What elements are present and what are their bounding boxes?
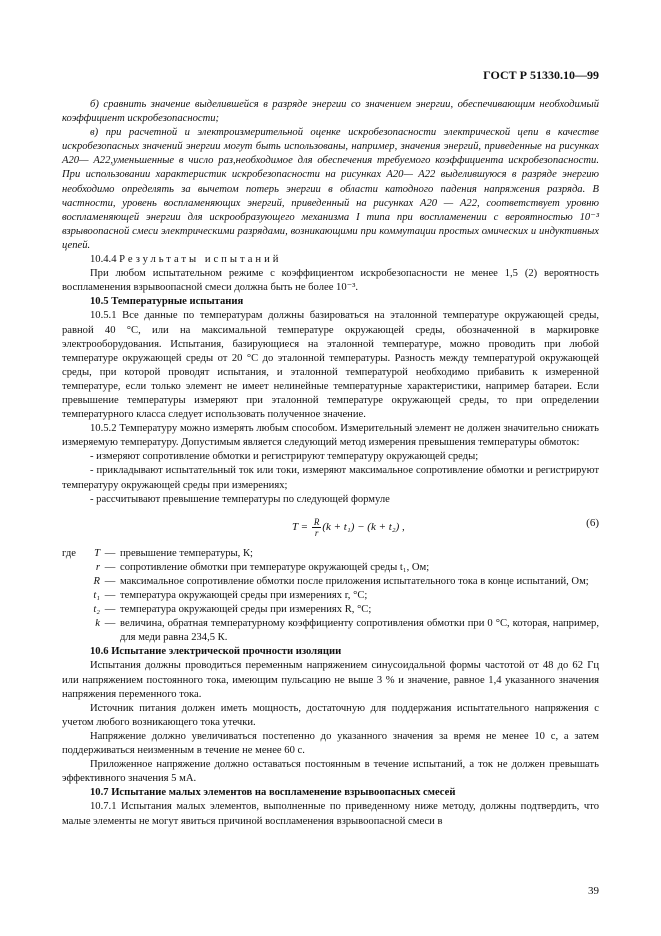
paragraph-10-6-4: Приложенное напряжение должно оставаться постоянным в течение испытаний, а ток не должен превышать эффективного значения 5 мА. bbox=[62, 759, 599, 785]
definition-dash: — bbox=[104, 547, 116, 559]
definitions-list bbox=[62, 547, 599, 646]
formula-denominator: r bbox=[314, 527, 319, 538]
definition-item bbox=[62, 547, 599, 561]
paragraph-10-6-2: Источник питания должен иметь мощность, достаточную для поддержания испытательного напряжения с учетом любого возникающего тока утечки. bbox=[62, 702, 599, 728]
paragraph-10-6-3: Напряжение должно увеличиваться постепенно до указанного значения за время не менее 10 с, а затем поддерживаться неизменным в течение не менее 60 с. bbox=[62, 730, 599, 757]
definition-text: превышение температуры, К; bbox=[120, 547, 253, 559]
page-number: 39 bbox=[588, 885, 599, 897]
bullet-item: - рассчитывают превышение температуры по следующей формуле bbox=[90, 493, 390, 505]
formula-rest: (k + t₁) − (k + t₂) , bbox=[322, 520, 405, 533]
heading-10-4-4-number: 10.4.4 bbox=[90, 254, 117, 266]
definition-item bbox=[62, 589, 599, 603]
definition-text: температура окружающей среды при измерениях R, °С; bbox=[120, 604, 372, 616]
definition-dash: — bbox=[104, 604, 116, 616]
bullet-item: - прикладывают испытательный ток или токи, измеряют максимальное сопротивление обмотки и регистрируют температуру окружающей среды при измерениях; bbox=[62, 465, 599, 491]
heading-10-5: 10.5 Температурные испытания bbox=[90, 296, 244, 308]
definition-symbol: r bbox=[95, 561, 100, 573]
formula-fraction bbox=[312, 517, 322, 538]
definition-item bbox=[62, 575, 599, 589]
definition-dash: — bbox=[104, 561, 116, 573]
formula-lhs: T = bbox=[292, 520, 309, 533]
formula-expression bbox=[292, 517, 405, 538]
paragraph-10-7-1: 10.7.1 Испытания малых элементов, выполненные по приведенному ниже методу, должны подтвердить, что малые элементы не могут явиться причиной воспламенения взрывоопасной смеси в bbox=[62, 801, 599, 827]
heading-10-7: 10.7 Испытание малых элементов на воспламенение взрывоопасных смесей bbox=[90, 787, 456, 799]
definition-text: максимальное сопротивление обмотки после приложения испытательного тока в конце испытаний, Ом; bbox=[120, 575, 589, 587]
heading-10-4-4-title: Результаты испытаний bbox=[119, 254, 282, 266]
paragraph-10-5-2: 10.5.2 Температуру можно измерять любым способом. Измерительный элемент не должен значительно снижать измеряемую температуру. Допустимым является следующий метод измерения превышения температуры обмоток: bbox=[62, 423, 599, 449]
definition-item bbox=[62, 617, 599, 645]
paragraph-10-5-1: 10.5.1 Все данные по температурам должны базироваться на эталонной температуре окружающей среды, равной 40 °С, или на максимальной температуре окружающей среды, обозначенной в маркировке электрооборудования. Испытания, базирующиеся на эталонной температуре, можно проводить при любой температуре окружающей среды от 20 °С до эталонной температуры. Разность между температурой окружающей среды, при которой проводят испытания, и эталонной температурой необходимо прибавить к измеренной температуре, если только элемент не имеет нелинейные температурные характеристики, например батареи. Если превышение температуры измеряют при эталонной температуре окружающей среды, то при определении температурного класса следует использовать полученное значение. bbox=[62, 310, 599, 421]
definition-item bbox=[62, 561, 599, 575]
formula-6 bbox=[62, 507, 599, 547]
definition-symbol: R bbox=[93, 575, 100, 587]
definition-dash: — bbox=[104, 618, 116, 630]
bullet-item: - измеряют сопротивление обмотки и регистрируют температуру окружающей среды; bbox=[90, 451, 479, 463]
definition-dash: — bbox=[104, 575, 116, 587]
text-column bbox=[62, 98, 599, 829]
paragraph-10-6-1: Испытания должны проводиться переменным напряжением синусоидальной формы частотой от 48 до 62 Гц или напряжением постоянного тока, имеющим пульсацию не выше 3 % и значение, равное 1,4 указанного значения напряжения переменного тока. bbox=[62, 660, 599, 700]
definition-dash: — bbox=[104, 590, 116, 601]
definition-item bbox=[62, 603, 599, 617]
paragraph-10-4-4: При любом испытательном режиме с коэффициентом искробезопасности не менее 1,5 (2) вероятность воспламенения взрывоопасной смеси должна быть не более 10⁻³. bbox=[62, 268, 599, 294]
paragraph-b: б) сравнить значение выделившейся в разряде энергии со значением энергии, обеспечивающим необходимый коэффициент искробезопасности; bbox=[62, 99, 599, 125]
standard-header: ГОСТ Р 51330.10—99 bbox=[483, 68, 599, 82]
definition-text: сопротивление обмотки при температуре окружающей среды t₁, Ом; bbox=[120, 561, 430, 573]
definition-symbol: T bbox=[94, 547, 100, 559]
formula-number: (6) bbox=[586, 516, 599, 529]
definition-symbol: t₂ bbox=[93, 604, 100, 616]
definition-text: температура окружающей среды при измерениях r, °С; bbox=[120, 590, 368, 601]
definition-symbol: t₁ bbox=[93, 590, 100, 601]
definition-symbol: k bbox=[95, 618, 100, 630]
heading-10-6: 10.6 Испытание электрической прочности изоляции bbox=[90, 646, 342, 658]
heading-10-4-4 bbox=[62, 253, 599, 267]
definition-text: величина, обратная температурному коэффициенту сопротивления обмотки при 0 °С, которая, например, для меди равна 234,5 К. bbox=[120, 618, 599, 644]
formula-numerator: R bbox=[313, 516, 320, 527]
paragraph-v: в) при расчетной и электроизмерительной оценке искробезопасности электрической цепи в качестве искробезопасных значений энергии могут быть использованы, например, значения энергий, приведенные на рисунках А20— А22,уменьшенные в число раз,необходимое для обеспечения требуемого коэффициента искробезопасности. При использовании характеристик искробезопасности на рисунках А20— А22 выделившуюся в разряде энергию необходимо определять за вычетом потерь энергии в области катодного падения напряжения разряда. В частности, уровень воспламеняющих энергий, приведенный на рисунках А20 — А22, соответствует уровню воспламеняющей энергии для искрообразующего механизма I типа при воспламенении с вероятностью 10⁻³ взрывоопасной смеси электрическими разрядами, возникающими при коммутации простых омических и индуктивных цепей. bbox=[62, 127, 599, 251]
where-word: где bbox=[62, 547, 76, 559]
